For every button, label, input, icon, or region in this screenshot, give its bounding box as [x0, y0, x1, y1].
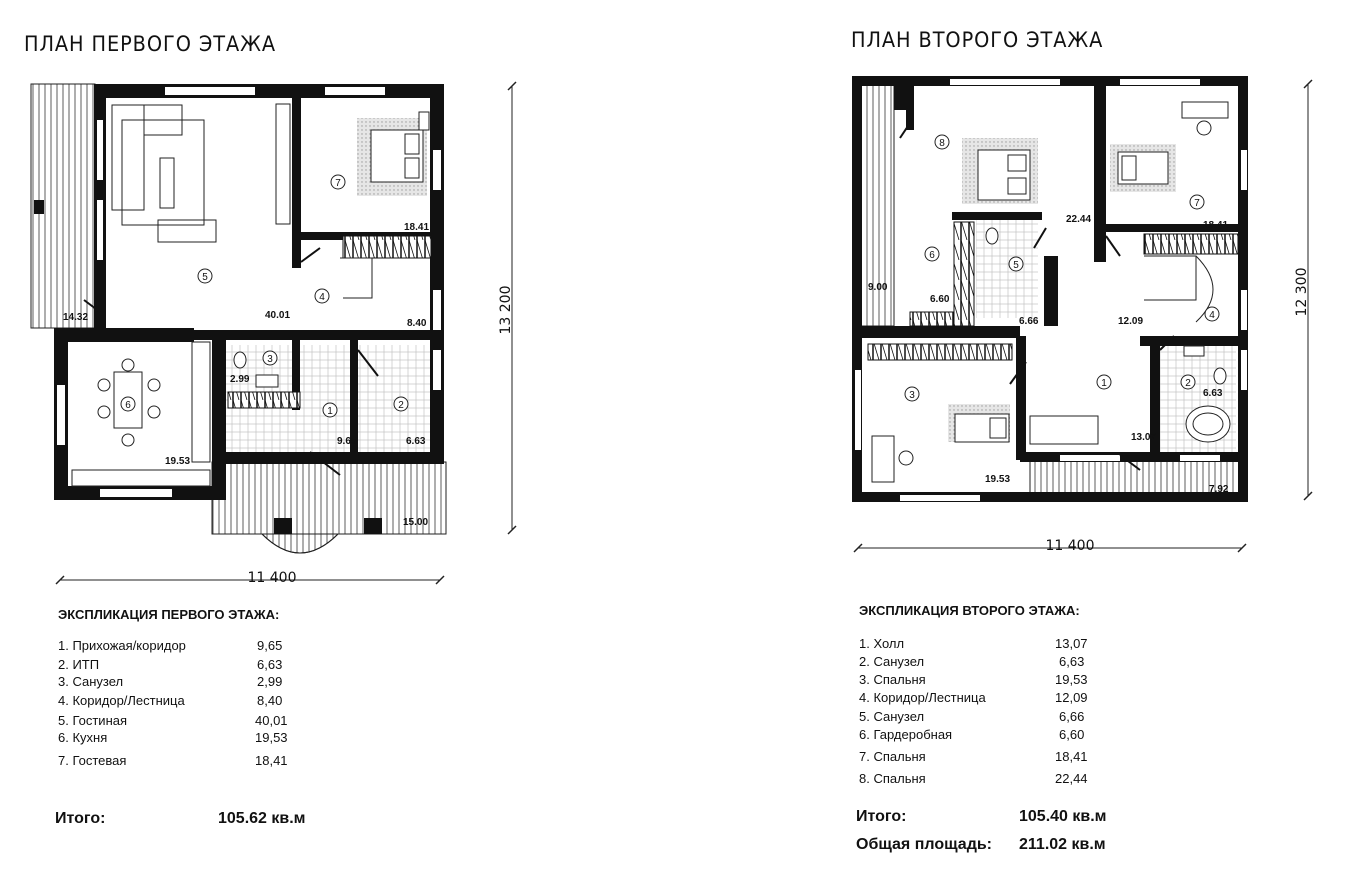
f2-exp-name: 2. Санузел	[859, 654, 925, 669]
f2-area-4: 12.09	[1118, 316, 1144, 327]
floor1-plan	[31, 82, 516, 586]
f2-room-1-num: 1	[1101, 378, 1107, 389]
f1-exp-row	[58, 693, 283, 708]
f1-exp-name: 3. Санузел	[58, 674, 124, 689]
f1-room-7-num: 7	[335, 178, 341, 189]
floor1-total-label: Итого:	[55, 810, 106, 827]
f1-exp-name: 6. Кухня	[58, 730, 108, 745]
f2-area-3: 19.53	[985, 474, 1011, 485]
floor2-total-label: Итого:	[856, 808, 907, 825]
f1-room-6-num: 6	[125, 400, 131, 411]
f1-exp-row	[58, 753, 288, 768]
f1-exp-name: 4. Коридор/Лестница	[58, 693, 185, 708]
f2-exp-value: 6,60	[1059, 727, 1085, 742]
f2-exp-row	[859, 771, 1088, 786]
floor2-total-value: 105.40 кв.м	[1019, 808, 1107, 825]
f1-dim-width: 11 400	[247, 570, 297, 586]
f2-exp-row	[859, 690, 1088, 705]
f2-exp-name: 8. Спальня	[859, 771, 926, 786]
f2-exp-value: 13,07	[1055, 636, 1088, 651]
f2-exp-row	[859, 749, 1088, 764]
f2-exp-name: 3. Спальня	[859, 672, 926, 687]
f2-exp-row	[859, 709, 1085, 724]
f1-room-2-num: 2	[398, 400, 404, 411]
f1-area-terrace: 14.32	[63, 312, 89, 323]
f2-exp-value: 19,53	[1055, 672, 1088, 687]
f1-exp-value: 19,53	[255, 730, 288, 745]
f2-dim-width: 11 400	[1045, 538, 1095, 554]
living-room-furniture	[112, 104, 290, 242]
f2-area-balcony-left: 9.00	[868, 282, 888, 293]
f2-exp-value: 18,41	[1055, 749, 1088, 764]
floor2-explication-title: ЭКСПЛИКАЦИЯ ВТОРОГО ЭТАЖА:	[859, 603, 1080, 618]
f1-exp-row	[58, 713, 288, 728]
f1-exp-name: 2. ИТП	[58, 657, 100, 672]
f2-exp-name: 5. Санузел	[859, 709, 925, 724]
f1-room-1-num: 1	[327, 406, 333, 417]
f1-area-porch: 15.00	[403, 517, 429, 528]
floor1-explication-title: ЭКСПЛИКАЦИЯ ПЕРВОГО ЭТАЖА:	[58, 607, 280, 622]
f2-exp-value: 6,66	[1059, 709, 1085, 724]
f1-exp-value: 6,63	[257, 657, 283, 672]
floor2-plan	[852, 76, 1312, 554]
f1-area-1: 9.65	[337, 436, 357, 447]
f1-exp-row	[58, 657, 283, 672]
f1-area-7: 18.41	[404, 222, 430, 233]
f1-area-2: 6.63	[406, 436, 426, 447]
f1-exp-name: 1. Прихожая/коридор	[58, 638, 186, 653]
floor1-porch	[212, 462, 446, 553]
f2-area-1: 13.07	[1131, 432, 1157, 443]
f2-exp-row	[859, 727, 1085, 742]
f1-exp-name: 5. Гостиная	[58, 713, 128, 728]
f1-exp-value: 8,40	[257, 693, 283, 708]
f1-exp-name: 7. Гостевая	[58, 753, 127, 768]
f2-exp-value: 12,09	[1055, 690, 1088, 705]
f1-exp-value: 40,01	[255, 713, 288, 728]
f1-exp-row	[58, 730, 288, 745]
f2-room-3-num: 3	[909, 390, 915, 401]
f2-area-8: 22.44	[1066, 214, 1092, 225]
f2-room-2-num: 2	[1185, 378, 1191, 389]
f2-exp-row	[859, 636, 1088, 651]
f1-area-5: 40.01	[265, 310, 291, 321]
f1-area-3: 2.99	[230, 374, 250, 385]
grand-total-label: Общая площадь:	[856, 836, 993, 853]
f1-dim-height: 13 200	[498, 285, 514, 335]
f2-area-7: 18.41	[1203, 220, 1229, 231]
floor2-stairs	[1144, 234, 1238, 254]
f2-room-7-num: 7	[1194, 198, 1200, 209]
f2-room-4-num: 4	[1209, 310, 1215, 321]
floor1-stairs	[343, 236, 431, 258]
f1-exp-row	[58, 638, 283, 653]
floor2-title: ПЛАН ВТОРОГО ЭТАЖА	[851, 28, 1104, 52]
f2-room-8-num: 8	[939, 138, 945, 149]
f2-area-balcony-bottom: 7.92	[1209, 484, 1229, 495]
f2-exp-name: 1. Холл	[859, 636, 905, 651]
grand-total-value: 211.02 кв.м	[1019, 836, 1106, 853]
f1-exp-value: 2,99	[257, 674, 283, 689]
f1-room-4-num: 4	[319, 292, 325, 303]
f1-area-4: 8.40	[407, 318, 427, 329]
f2-room-5-num: 5	[1013, 260, 1019, 271]
f1-exp-row	[58, 674, 283, 689]
f2-exp-value: 6,63	[1059, 654, 1085, 669]
f2-exp-row	[859, 654, 1085, 669]
f1-exp-value: 18,41	[255, 753, 288, 768]
f1-room-3-num: 3	[267, 354, 273, 365]
floor1-title: ПЛАН ПЕРВОГО ЭТАЖА	[24, 32, 277, 56]
f2-dim-height: 12 300	[1294, 267, 1310, 317]
floor1-total-value: 105.62 кв.м	[218, 810, 306, 827]
f2-exp-row	[859, 672, 1088, 687]
f2-exp-name: 7. Спальня	[859, 749, 926, 764]
f2-exp-name: 4. Коридор/Лестница	[859, 690, 986, 705]
f2-area-5: 6.66	[1019, 316, 1039, 327]
f1-exp-value: 9,65	[257, 638, 283, 653]
f2-area-6: 6.60	[930, 294, 950, 305]
f1-area-6: 19.53	[165, 456, 191, 467]
f2-area-2: 6.63	[1203, 388, 1223, 399]
f2-room-6-num: 6	[929, 250, 935, 261]
f2-exp-value: 22,44	[1055, 771, 1088, 786]
f2-exp-name: 6. Гардеробная	[859, 727, 953, 742]
f1-room-5-num: 5	[202, 272, 208, 283]
